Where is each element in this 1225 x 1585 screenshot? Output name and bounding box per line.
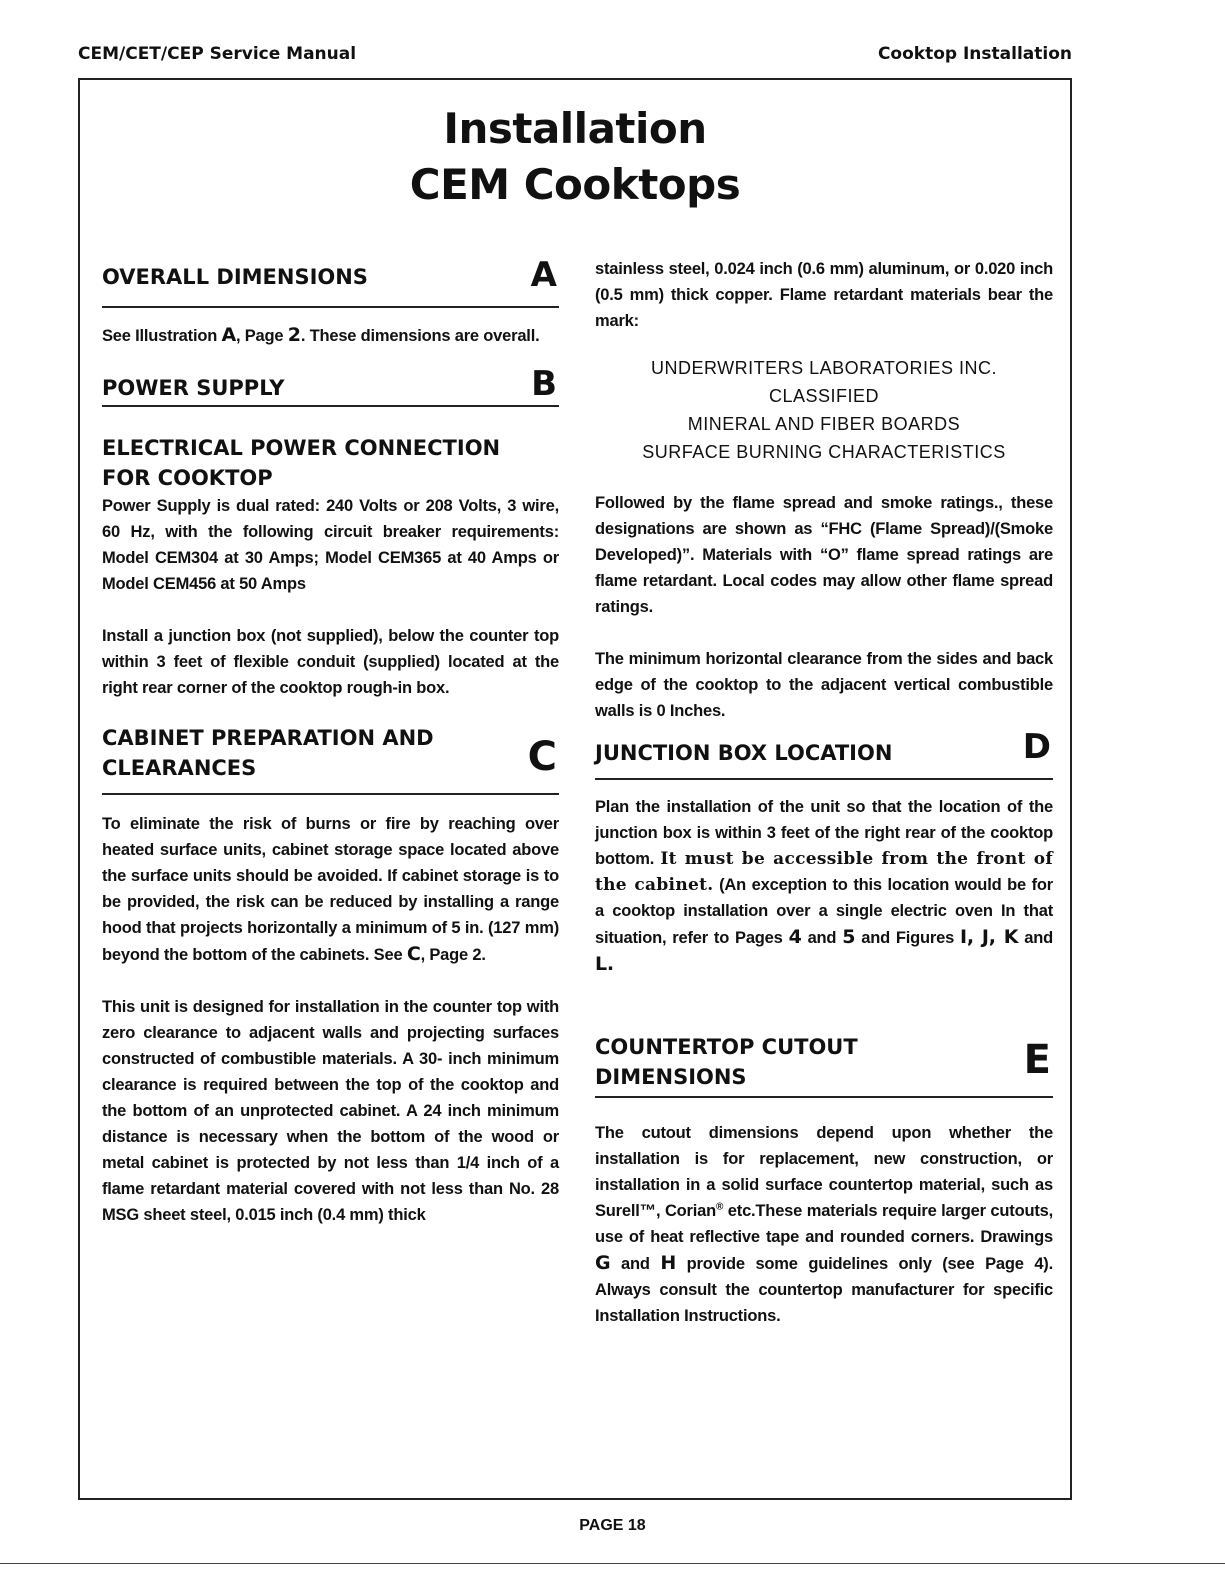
countertop-paragraph: The cutout dimensions depend upon whether the installation is for replacement, new construction, or installation in a solid surface countertop material, such as Surell™, Corian® etc.These materials require larger cutouts, use of heat reflective tape and rounded corners. Drawings G and H provide some guidelines only (see Page 4). Always consult the countertop manufacturer for specific Installation Instructions.: [595, 1124, 1053, 1325]
ref-h: H: [660, 1252, 677, 1274]
cabinet-paragraph-3: stainless steel, 0.024 inch (0.6 mm) aluminum, or 0.020 inch (0.5 mm) thick copper. Flame retardant materials bear the mark:: [595, 260, 1053, 330]
section-heading-cabinet: CABINET PREPARATION AND CLEARANCES C: [102, 723, 559, 795]
ref-figure-l: L.: [595, 953, 614, 975]
section-title: OVERALL DIMENSIONS: [102, 265, 368, 289]
bottom-rule: [0, 1563, 1225, 1564]
junction-paragraph: Plan the installation of the unit so that the location of the junction box is within 3 feet of the right rear of the cooktop bottom. It must be accessible from the front of the cabinet. (An exception to this location would be for a cooktop installation over a single electric oven In that situation, refer to Pages 4 and 5 and Figures I, J, K and L.: [595, 798, 1053, 975]
ul-mark-block: [595, 354, 1053, 466]
section-heading-overall: [102, 250, 559, 308]
section-letter-b: B: [531, 364, 557, 404]
ref-a: A: [221, 324, 236, 346]
section-letter-a: A: [530, 255, 557, 295]
section-letter-e: E: [1023, 1037, 1051, 1083]
section-letter-c: C: [527, 734, 557, 780]
section-title: JUNCTION BOX LOCATION: [595, 741, 893, 765]
page-title-line2: CEM Cooktops: [409, 160, 741, 209]
section-heading-power: [102, 357, 559, 407]
ul-mark-line: UNDERWRITERS LABORATORIES INC.: [650, 358, 998, 378]
cabinet-paragraph-2: This unit is designed for installation in the counter top with zero clearance to adjacent walls and projecting surfaces constructed of combustible materials. A 30- inch minimum clearance is required between the top of the cooktop and the bottom of an unprotected cabinet. A 24 inch minimum distance is necessary when the bottom of the wood or metal cabinet is protected by not less than 1/4 inch of a flame retardant material covered with not less than No. 28 MSG sheet steel, 0.015 inch (0.4 mm) thick: [102, 998, 559, 1224]
section-title: POWER SUPPLY: [102, 376, 285, 400]
content-frame: [78, 78, 1072, 1500]
section-heading-junction: [595, 727, 1053, 780]
cabinet-paragraph-5: The minimum horizontal clearance from the sides and back edge of the cooktop to the adjacent vertical combustible walls is 0 Inches.: [595, 650, 1053, 720]
page-number: PAGE 18: [579, 1517, 646, 1534]
overall-paragraph: See Illustration A, Page 2. These dimensions are overall.: [102, 324, 540, 346]
cabinet-paragraph-4: Followed by the flame spread and smoke ratings., these designations are shown as “FHC (Flame Spread)/(Smoke Developed)”. Materials with “O” flame spread ratings are flame retardant. Local codes may allow other flame spread ratings.: [595, 494, 1053, 616]
cabinet-paragraph-1: To eliminate the risk of burns or fire by reaching over heated surface units, cabinet storage space located above the surface units should be avoided. If cabinet storage is to be provided, the risk can be reduced by installing a range hood that projects horizontally a minimum of 5 in. (127 mm) beyond the bottom of the cabinets. See C, Page 2.: [102, 815, 559, 965]
right-column: [595, 250, 1053, 1329]
subheading-electrical: ELECTRICAL POWER CONNECTION FOR COOKTOP: [102, 436, 501, 490]
running-head-left: CEM/CET/CEP Service Manual: [78, 44, 357, 64]
ref-c: C: [406, 943, 421, 965]
section-letter-d: D: [1022, 727, 1051, 767]
ref-page: 2: [287, 324, 301, 346]
ul-mark-line: SURFACE BURNING CHARACTERISTICS: [642, 442, 1006, 462]
ref-g: G: [595, 1252, 611, 1274]
junction-emphasis: It must be accessible from the front of the cabinet.: [595, 849, 1053, 895]
running-head-right: Cooktop Installation: [877, 44, 1072, 64]
electrical-paragraph-2: Install a junction box (not supplied), below the counter top within 3 feet of flexible conduit (supplied) located at the right rear corner of the cooktop rough-in box.: [102, 627, 559, 697]
page-title-line1: Installation: [443, 104, 707, 153]
ul-mark-line: CLASSIFIED: [768, 386, 880, 406]
left-column: [102, 250, 559, 1228]
section-heading-countertop: COUNTERTOP CUTOUT DIMENSIONS E: [595, 1032, 1053, 1098]
ul-mark-line: MINERAL AND FIBER BOARDS: [687, 414, 961, 434]
electrical-paragraph-1: Power Supply is dual rated: 240 Volts or 208 Volts, 3 wire, 60 Hz, with the following circuit breaker requirements: Model CEM304 at 30 Amps; Model CEM365 at 40 Amps or Model CEM456 at 50 Amps: [102, 497, 559, 593]
ref-figures-ijk: I, J, K: [960, 926, 1019, 948]
